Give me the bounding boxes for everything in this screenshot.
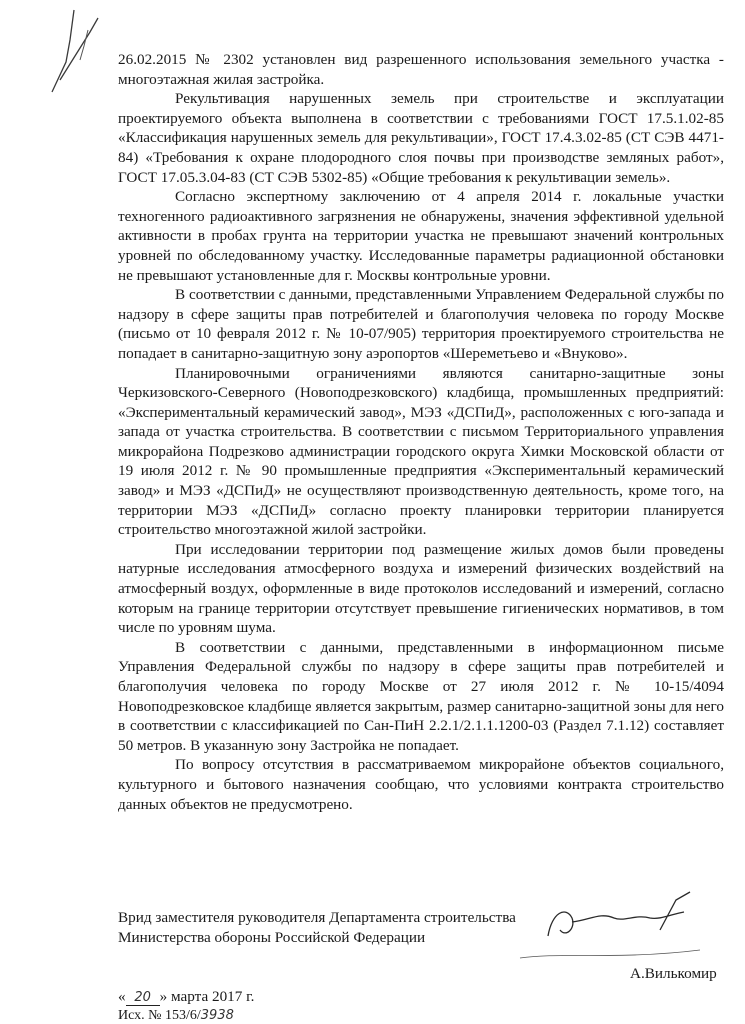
paragraph-planning-restrictions: Планировочными ограничениями являются санитарно-защитные зоны Черкизовского-Северного (Новоподрезковского) кладбища, промышленных предприятий: «Экспериментальный керамический завод», МЭЗ «ДСПиД», расположенных с юго-запада и запада от участка строительства. В соответствии с письмом Территориального управления микрорайона Подрезково администрации городского округа Химки Московской области от 19 июля 2012 г. № 90 промышленные предприятия «Экспериментальный керамический завод» и МЭЗ «ДСПиД» не осуществляют производственную деятельность, кроме того, на территории МЭЗ «ДСПиД» согласно проекту планировки территории планируется строительство многоэтажной жилой застройки. bbox=[118, 364, 724, 539]
date-open-quote: « bbox=[118, 988, 126, 1005]
date-month-year: марта 2017 г. bbox=[170, 988, 255, 1005]
letter-body bbox=[118, 50, 724, 814]
paragraph-radiation: Согласно экспертному заключению от 4 апреля 2014 г. локальные участки техногенного радиоактивного загрязнения не обнаружены, значения эффективной удельной активности в пробах грунта на территории участка не превышают значений контрольных уровней по обследованному участку. Исследованные параметры радиационной обстановки не превышают установленные для г. Москвы контрольные уровни. bbox=[118, 188, 724, 284]
outgoing-number-printed: 153/6/ bbox=[165, 1008, 201, 1023]
paragraph-cemetery: В соответствии с данными, представленными в информационном письме Управления Федеральной службы по надзору в сфере защиты прав потребителей и благополучия человека по городу Москве от 27 июля 2012 г. № 10-15/4094 Новоподрезковское кладбище является закрытым, размер санитарно-защитной зоны для него в соответствии с классификацией по Сан-ПиН 2.2.1/2.1.1.1200-03 (Раздел 7.1.12) составляет 50 метров. В указанную зону Застройка не попадает. bbox=[118, 638, 724, 754]
signature-position-line-2: Министерства обороны Российской Федерации bbox=[118, 929, 426, 946]
outgoing-number bbox=[118, 1008, 234, 1024]
signatory-name: А.Вилькомир bbox=[630, 965, 717, 982]
date-day-handwritten: 20 bbox=[126, 990, 160, 1006]
paragraph-land-use: 26.02.2015 № 2302 установлен вид разрешенного использования земельного участка - многоэтажная жилая застройка. bbox=[118, 51, 724, 88]
signature-position bbox=[118, 908, 724, 948]
signature-position-line-1: Врид заместителя руководителя Департамента строительства bbox=[118, 909, 516, 926]
paragraph-airports: В соответствии с данными, представленными Управлением Федеральной службы по надзору в сфере защиты прав потребителей и благополучия человека по городу Москве (письмо от 10 февраля 2012 г. № 10-07/905) территория проектируемого строительства не попадает в санитарно-защитную зону аэропортов «Шереметьево и «Внуково». bbox=[118, 286, 724, 362]
paragraph-social-objects: По вопросу отсутствия в рассматриваемом микрорайоне объектов социального, культурного и бытового назначения сообщаю, что условиями контракта строительство данных объектов не предусмотрено. bbox=[118, 756, 724, 813]
outgoing-label: Исх. № bbox=[118, 1008, 162, 1023]
letter-date bbox=[118, 988, 254, 1006]
outgoing-number-handwritten: 3938 bbox=[200, 1008, 234, 1023]
date-close-quote: » bbox=[159, 988, 168, 1005]
paragraph-recultivation: Рекультивация нарушенных земель при строительстве и эксплуатации проектируемого объекта выполнена в соответствии с требованиями ГОСТ 17.5.1.02-85 «Классификация нарушенных земель для рекультивации», ГОСТ 17.4.3.02-85 (СТ СЭВ 4471-84) «Требования к охране плодородного слоя почвы при производстве земляных работ», ГОСТ 17.05.3.04-83 (СТ СЭВ 5302-85) «Общие требования к рекультивации земель». bbox=[118, 90, 724, 186]
paragraph-air-research: При исследовании территории под размещение жилых домов были проведены натурные исследования атмосферного воздуха и измерений физических воздействий на атмосферный воздух, оформленные в виде протоколов исследований и измерений, согласно которым на границе территории отсутствует превышение гигиенических нормативов, в том числе по уровням шума. bbox=[118, 540, 724, 637]
